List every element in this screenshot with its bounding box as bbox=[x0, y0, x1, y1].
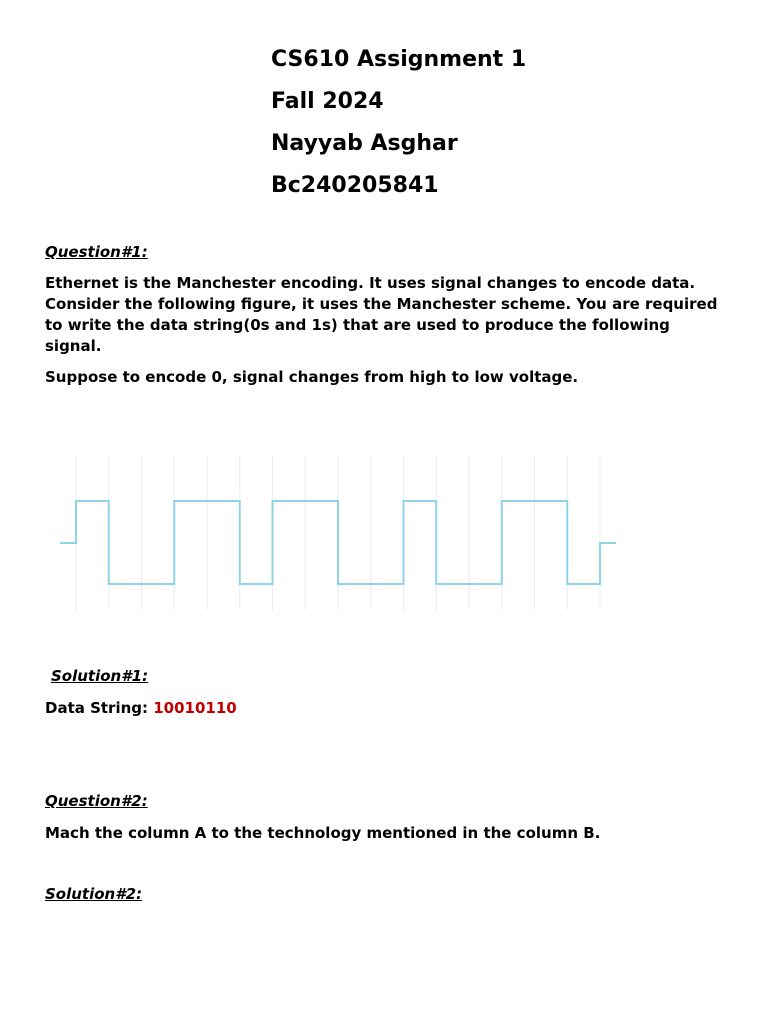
student-id: Bc240205841 bbox=[271, 173, 439, 198]
question-1-line-4: signal. bbox=[45, 337, 102, 355]
question-2-text: Mach the column A to the technology mentioned in the column B. bbox=[45, 824, 601, 842]
student-name: Nayyab Asghar bbox=[271, 131, 458, 156]
manchester-signal-figure bbox=[58, 455, 620, 615]
data-string-value: 10010110 bbox=[153, 699, 237, 717]
solution-1-answer bbox=[45, 698, 237, 719]
course-title: CS610 Assignment 1 bbox=[271, 47, 527, 72]
question-1-note: Suppose to encode 0, signal changes from high to low voltage. bbox=[45, 368, 579, 386]
signal-waveform bbox=[60, 501, 616, 584]
data-string-label: Data String: bbox=[45, 699, 149, 717]
question-2-heading: Question#2: bbox=[45, 792, 148, 810]
question-1-line-1: Ethernet is the Manchester encoding. It uses signal changes to encode data. bbox=[45, 274, 696, 292]
semester: Fall 2024 bbox=[271, 89, 384, 114]
question-1-heading: Question#1: bbox=[45, 243, 148, 261]
question-1-line-3: to write the data string(0s and 1s) that are used to produce the following bbox=[45, 316, 670, 334]
question-1-line-2: Consider the following figure, it uses the Manchester scheme. You are required bbox=[45, 295, 718, 313]
solution-1-heading: Solution#1: bbox=[51, 667, 149, 685]
signal-trace bbox=[60, 501, 616, 584]
solution-2-heading: Solution#2: bbox=[45, 885, 143, 903]
